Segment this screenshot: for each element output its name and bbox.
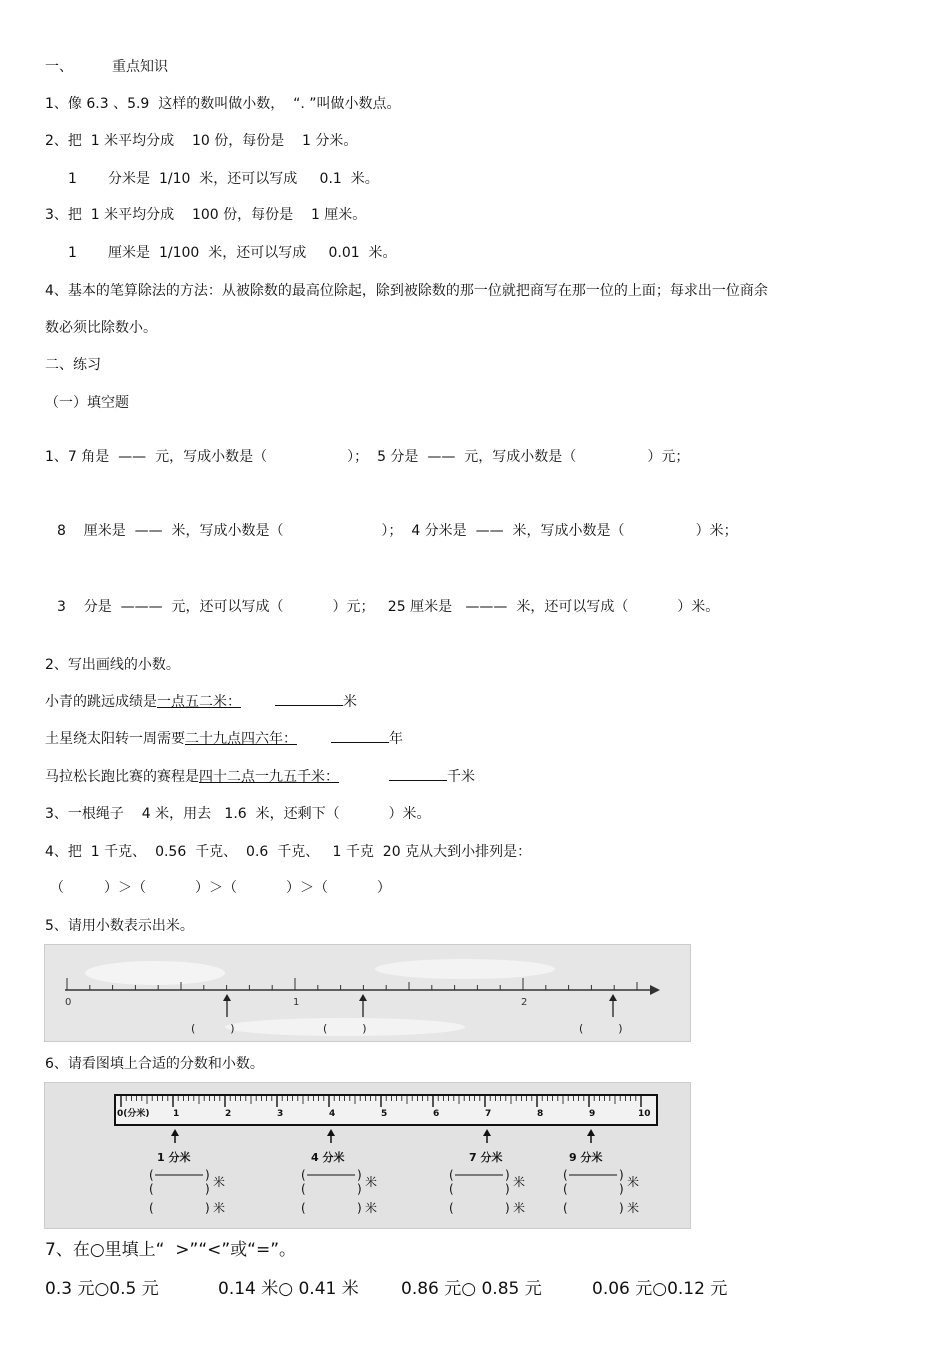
compare-item-4[interactable]: 0.06 元○0.12 元 (592, 1279, 728, 1299)
underlined-phrase: 一点五二米： (157, 694, 241, 710)
ruler-label-8: 8 (537, 1109, 544, 1119)
number-line-label-2: 2 (521, 997, 528, 1008)
answer-paren-2[interactable]: ( ) (323, 1022, 367, 1035)
answer-paren-3[interactable]: ( ) (579, 1022, 623, 1035)
svg-text:米: 米 (627, 1201, 640, 1215)
section1-title: 重点知识 (112, 59, 168, 75)
svg-text:(: ( (149, 1182, 154, 1196)
question-4-answer-chain: （ ）＞（ ）＞（ ）＞（ ） (50, 880, 391, 896)
knowledge-point-3: 3、把 1 米平均分成 100 份，每份是 1 厘米。 (45, 207, 367, 223)
fill-blank-heading: （一）填空题 (45, 395, 129, 411)
svg-text:(: ( (301, 1182, 306, 1196)
svg-text:): ) (357, 1182, 362, 1196)
svg-text:米: 米 (513, 1175, 526, 1189)
answer-blank[interactable] (275, 693, 343, 706)
svg-text:(: ( (449, 1182, 454, 1196)
question-1-line-1: 1、7 角是 —— 元，写成小数是（ ）； 5 分是 —— 元，写成小数是（ ）元； (45, 449, 690, 465)
question-5: 5、请用小数表示出米。 (45, 918, 194, 934)
svg-text:米: 米 (213, 1201, 226, 1215)
svg-text:(: ( (563, 1168, 568, 1182)
number-line-label-0: 0 (65, 997, 72, 1008)
svg-text:(: ( (301, 1168, 306, 1182)
ruler-label-9: 9 (589, 1109, 596, 1119)
svg-text:米: 米 (513, 1201, 526, 1215)
ruler-arrow-label-4: 9 分米 (569, 1151, 603, 1164)
section2-title: 二、练习 (45, 357, 101, 373)
question-6: 6、请看图填上合适的分数和小数。 (45, 1056, 264, 1072)
knowledge-point-3b: 1 厘米是 1/100 米，还可以写成 0.01 米。 (68, 245, 397, 261)
svg-text:): ) (205, 1168, 210, 1182)
svg-text:(: ( (563, 1182, 568, 1196)
svg-text:(: ( (449, 1168, 454, 1182)
answer-blank[interactable] (389, 768, 447, 781)
ruler-label-6: 6 (433, 1109, 440, 1119)
svg-text:): ) (619, 1201, 624, 1215)
compare-item-2[interactable]: 0.14 米○ 0.41 米 (218, 1279, 359, 1299)
svg-text:(: ( (449, 1201, 454, 1215)
compare-item-3[interactable]: 0.86 元○ 0.85 元 (401, 1279, 542, 1299)
knowledge-point-4a: 4、基本的笔算除法的方法：从被除数的最高位除起，除到被除数的那一位就把商写在那一位的上面；每求出一位商余 (45, 283, 768, 299)
svg-text:): ) (205, 1201, 210, 1215)
svg-text:(: ( (149, 1201, 154, 1215)
question-1-line-3: 3 分是 ——— 元，还可以写成（ ）元； 25 厘米是 ——— 米，还可以写成（ ）米。 (57, 599, 720, 615)
svg-text:): ) (205, 1182, 210, 1196)
question-2a: 小青的跳远成绩是一点五二米： 米 (45, 694, 357, 710)
ruler-label-4: 4 (329, 1109, 336, 1119)
knowledge-point-1: 1、像 6.3 、5.9 这样的数叫做小数， “. ”叫做小数点。 (45, 96, 401, 112)
svg-text:): ) (357, 1201, 362, 1215)
knowledge-point-4b: 数必须比除数小。 (45, 320, 157, 336)
ruler-label-2: 2 (225, 1109, 232, 1119)
svg-text:): ) (619, 1182, 624, 1196)
knowledge-point-2b: 1 分米是 1/10 米，还可以写成 0.1 米。 (68, 171, 379, 187)
svg-text:米: 米 (365, 1175, 378, 1189)
svg-text:(: ( (563, 1201, 568, 1215)
ruler-label-0: 0(分米) (117, 1109, 150, 1119)
svg-text:): ) (505, 1168, 510, 1182)
question-2b: 土星绕太阳转一周需要二十九点四六年： 年 (45, 731, 403, 747)
svg-text:米: 米 (627, 1175, 640, 1189)
ruler-label-3: 3 (277, 1109, 284, 1119)
svg-text:(: ( (149, 1168, 154, 1182)
ruler-label-7: 7 (485, 1109, 492, 1119)
svg-text:): ) (619, 1168, 624, 1182)
answer-paren-1[interactable]: ( ) (191, 1022, 235, 1035)
question-3: 3、一根绳子 4 米，用去 1.6 米，还剩下（ ）米。 (45, 806, 431, 822)
svg-text:米: 米 (213, 1175, 226, 1189)
question-2: 2、写出画线的小数。 (45, 657, 180, 673)
section1-number: 一、 (45, 59, 73, 75)
ruler-label-10: 10 (638, 1109, 651, 1119)
question-2c: 马拉松长跑比赛的赛程是四十二点一九五千米： 千米 (45, 769, 475, 785)
number-line-label-1: 1 (293, 997, 300, 1008)
svg-text:(: ( (301, 1201, 306, 1215)
ruler-arrow-label-2: 4 分米 (311, 1151, 345, 1164)
compare-item-1[interactable]: 0.3 元○0.5 元 (45, 1279, 159, 1299)
question-4: 4、把 1 千克、 0.56 千克、 0.6 千克、 1 千克 20 克从大到小排列是： (45, 844, 532, 860)
ruler-arrow-label-3: 7 分米 (469, 1151, 503, 1164)
ruler-label-1: 1 (173, 1109, 180, 1119)
knowledge-point-2: 2、把 1 米平均分成 10 份，每份是 1 分米。 (45, 133, 358, 149)
ruler-arrow-label-1: 1 分米 (157, 1151, 191, 1164)
ruler-figure (44, 1082, 691, 1229)
question-1-line-2: 8 厘米是 —— 米，写成小数是（ ）； 4 分米是 —— 米，写成小数是（ ）米； (57, 523, 738, 539)
answer-blank[interactable] (331, 730, 389, 743)
number-line-figure (44, 944, 691, 1042)
svg-text:): ) (505, 1201, 510, 1215)
svg-text:): ) (357, 1168, 362, 1182)
ruler-label-5: 5 (381, 1109, 388, 1119)
question-7: 7、在○里填上“ >”“<”或“=”。 (45, 1240, 297, 1260)
underlined-phrase: 四十二点一九五千米： (199, 769, 339, 785)
svg-text:米: 米 (365, 1201, 378, 1215)
underlined-phrase: 二十九点四六年： (185, 731, 297, 747)
svg-text:): ) (505, 1182, 510, 1196)
